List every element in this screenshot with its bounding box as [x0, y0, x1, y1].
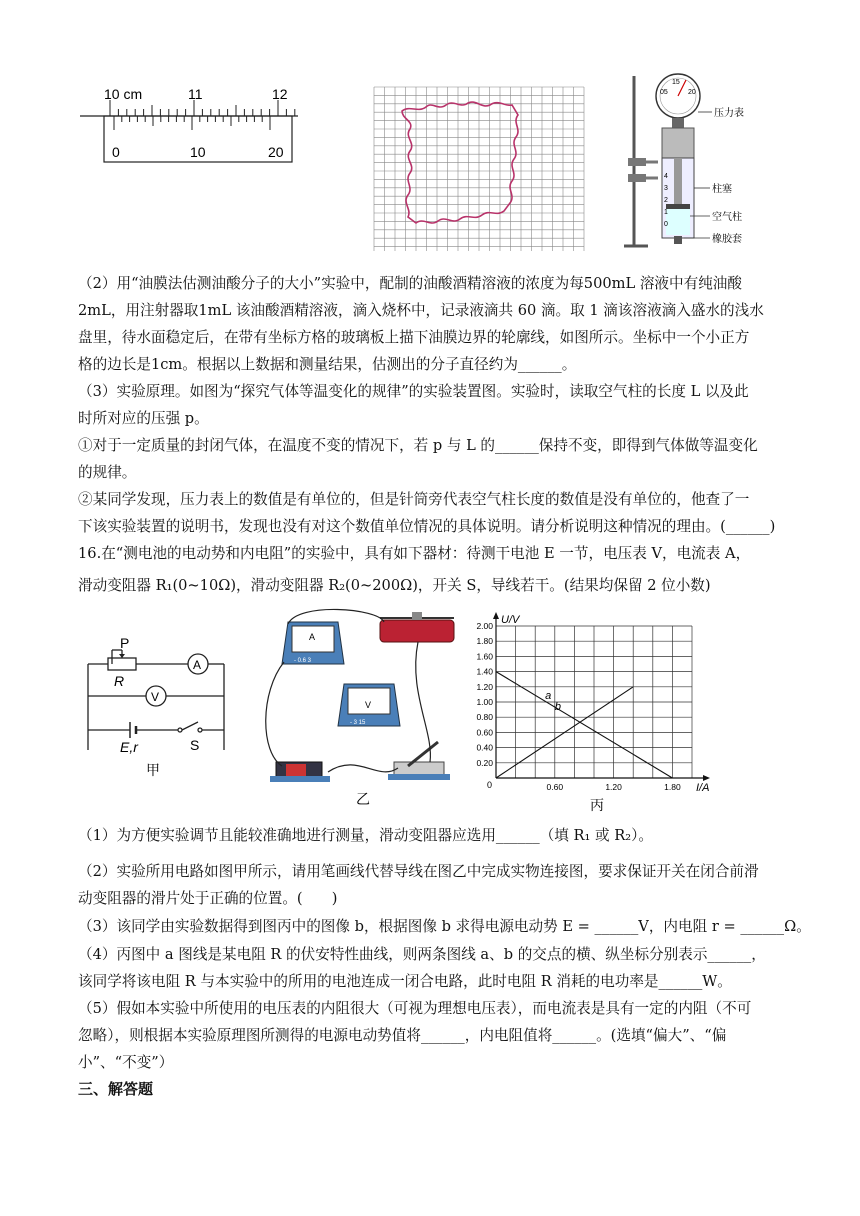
- y-tick-labels: [476, 621, 493, 768]
- q3-line-2: 时所对应的压强 p。: [78, 410, 209, 427]
- x-tick-label: 1.80: [664, 782, 681, 792]
- y-axis-label: U/V: [501, 614, 520, 626]
- x-axis-arrow: [703, 775, 710, 781]
- wire-ammeter-battery: [266, 662, 284, 766]
- label-E-r: E,r: [120, 739, 138, 755]
- series-label-b: b: [554, 701, 562, 714]
- y-tick-label: 2.00: [476, 621, 493, 631]
- q2-line-4: 格的边长是1cm。根据以上数据和测量结果，估测出的分子直径约为______。: [78, 356, 577, 373]
- wire-rheostat-switch: [416, 642, 431, 762]
- chart-grid: [493, 612, 710, 781]
- physical-wiring-figure: [258, 612, 468, 812]
- voltmeter-device: [338, 684, 400, 726]
- label-S: S: [190, 737, 200, 753]
- circuit-diagram-figure: [78, 635, 238, 790]
- section-heading: 三、解答题: [78, 1080, 154, 1098]
- chart-series: [496, 672, 672, 778]
- y-tick-label: 0.20: [476, 757, 493, 768]
- series-label-a: a: [545, 690, 552, 703]
- svg-text:- 0.6 3: - 0.6 3: [294, 658, 312, 664]
- y-axis-arrow: [493, 612, 499, 619]
- main-label-10cm: 10 cm: [104, 86, 143, 102]
- vernier-label-20: 20: [268, 144, 284, 160]
- q3a-line-1: ①对于一定质量的封闭气体，在温度不变的情况下，若 p 与 L 的______保持不变，即得到气体做等温变化: [78, 437, 758, 454]
- s2-line-2: 动变阻器的滑片处于正确的位置。( ): [78, 890, 338, 907]
- switch-device: [388, 742, 450, 780]
- x-tick-labels: [547, 782, 681, 792]
- air-column: [666, 209, 690, 235]
- label-P: P: [120, 635, 130, 651]
- dial-mark-15: 15: [672, 79, 680, 86]
- battery-device: [270, 762, 330, 782]
- q2-line-1: （2）用“油膜法估测油酸分子的大小”实验中，配制的油酸酒精溶液的浓度为每500mL 溶液中有纯油酸: [78, 275, 742, 292]
- clamp-upper: [628, 158, 646, 166]
- caption-jia: 甲: [146, 762, 160, 778]
- vernier-label-0: 0: [112, 144, 120, 160]
- rheostat-device: [380, 612, 454, 642]
- x-axis-label: I/A: [696, 782, 710, 794]
- vernier-scale-ticks: [114, 116, 270, 130]
- y-tick-label: 1.00: [476, 697, 493, 707]
- vernier-ruler-figure: [76, 82, 306, 168]
- ammeter-letter: A: [193, 658, 202, 672]
- y-tick-label: 0.40: [476, 742, 493, 753]
- q3b-line-1: ②某同学发现，压力表上的数值是有单位的，但是针筒旁代表空气柱长度的数值是没有单位的，他查了一: [78, 491, 750, 508]
- svg-text:3: 3: [664, 185, 668, 192]
- svg-text:V: V: [365, 700, 372, 710]
- s5-line-3: 小”、“不变”）: [78, 1054, 174, 1071]
- y-tick-label: 0.80: [476, 712, 493, 723]
- s4-line-1: （4）丙图中 a 图线是某电阻 R 的伏安特性曲线，则两条图线 a、b 的交点的横、纵坐标分别表示______，: [78, 946, 766, 963]
- s3-line: （3）该同学由实验数据得到图丙中的图像 b，根据图像 b 求得电源电动势 E = ______V，内电阻 r = ______Ω。: [78, 918, 811, 935]
- q16-line-1: 16.在“测电池的电动势和内电阻”的实验中，具有如下器材：待测干电池 E 一节，电压表 V，电流表 A，: [78, 545, 751, 562]
- x-tick-label: 1.20: [605, 782, 622, 792]
- wire-battery-switch: [328, 765, 398, 772]
- main-label-12: 12: [272, 86, 288, 102]
- svg-text:1: 1: [664, 209, 668, 216]
- svg-text:- 3 15: - 3 15: [350, 720, 366, 726]
- coordinate-grid: [374, 87, 584, 251]
- x-tick-label: 0.60: [546, 782, 564, 792]
- label-air-column: 空气柱: [712, 212, 742, 223]
- y-tick-label: 1.60: [476, 651, 493, 662]
- q2-line-3: 盘里，待水面稳定后，在带有坐标方格的玻璃板上描下油膜边界的轮廓线，如图所示。坐标中一个小正方: [78, 329, 750, 346]
- caption-bing: 丙: [590, 797, 604, 813]
- main-scale-ticks: [110, 100, 295, 116]
- plunger-head: [662, 128, 694, 158]
- y-tick-label: 1.80: [476, 636, 493, 647]
- caption-yi: 乙: [356, 791, 370, 807]
- s2-line-1: （2）实验所用电路如图甲所示，请用笔画线代替导线在图乙中完成实物连接图，要求保证开关在闭合前滑: [78, 863, 759, 880]
- oil-film-grid-figure: [372, 85, 588, 255]
- dial-mark-05: 05: [660, 89, 668, 96]
- s4-line-2: 该同学将该电阻 R 与本实验中的所用的电池连成一闭合电路，此时电阻 R 消耗的电功率是______W。: [78, 973, 732, 990]
- y-tick-label: 1.40: [476, 666, 493, 677]
- q2-line-2: 2mL，用注射器取1mL 该油酸酒精溶液，滴入烧杯中，记录液滴共 60 滴。取 1 滴该溶液滴入盛水的浅水: [78, 302, 764, 319]
- y-tick-label: 0.60: [476, 727, 493, 738]
- q16-line-2: 滑动变阻器 R₁(0~10Ω)，滑动变阻器 R₂(0~200Ω)，开关 S，导线若干。(结果均保留 2 位小数): [78, 577, 711, 594]
- label-R: R: [114, 673, 125, 689]
- gauge-stem: [672, 118, 684, 128]
- switch-symbol: [182, 722, 198, 730]
- svg-text:0: 0: [664, 221, 668, 228]
- dial-mark-20: 20: [688, 89, 696, 96]
- voltmeter-letter: V: [151, 690, 160, 704]
- svg-text:4: 4: [664, 173, 668, 180]
- origin-label: 0: [487, 780, 493, 790]
- s5-line-1: （5）假如本实验中所使用的电压表的内阻很大（可视为理想电压表），而电流表是具有一定的内阻（不可: [78, 1000, 752, 1017]
- ammeter-device: [282, 622, 344, 664]
- q3-line-1: （3）实验原理。如图为“探究气体等温变化的规律”的实验装置图。实验时，读取空气柱的长度 L 以及此: [78, 383, 749, 400]
- plunger-rod: [674, 158, 682, 204]
- clamp-lower: [628, 174, 646, 182]
- svg-text:2: 2: [664, 197, 668, 204]
- rubber-cap: [674, 236, 682, 244]
- plunger-piston: [666, 204, 690, 209]
- s5-line-2: 忽略），则根据本实验原理图所测得的电源电动势值将______，内电阻值将______。(选填“偏大”、“偏: [78, 1027, 727, 1044]
- q3b-line-2: 下该实验装置的说明书，发现也没有对这个数值单位情况的具体说明。请分析说明这种情况的理由。(______): [78, 518, 776, 535]
- s1-line: （1）为方便实验调节且能较准确地进行测量，滑动变阻器应选用______（填 R₁ 或 R₂）。: [78, 827, 653, 844]
- y-tick-label: 1.20: [476, 681, 493, 692]
- gas-law-apparatus-figure: [622, 70, 772, 250]
- u-i-chart: [468, 612, 708, 820]
- series-line-b: [496, 672, 672, 778]
- label-rubber-cap: 橡胶套: [712, 234, 742, 245]
- main-label-11: 11: [188, 86, 203, 102]
- label-pressure-gauge: 压力表: [714, 108, 744, 119]
- vernier-label-10: 10: [190, 144, 206, 160]
- svg-text:A: A: [309, 632, 316, 642]
- label-plunger: 柱塞: [712, 184, 732, 195]
- q3a-line-2: 的规律。: [78, 464, 137, 481]
